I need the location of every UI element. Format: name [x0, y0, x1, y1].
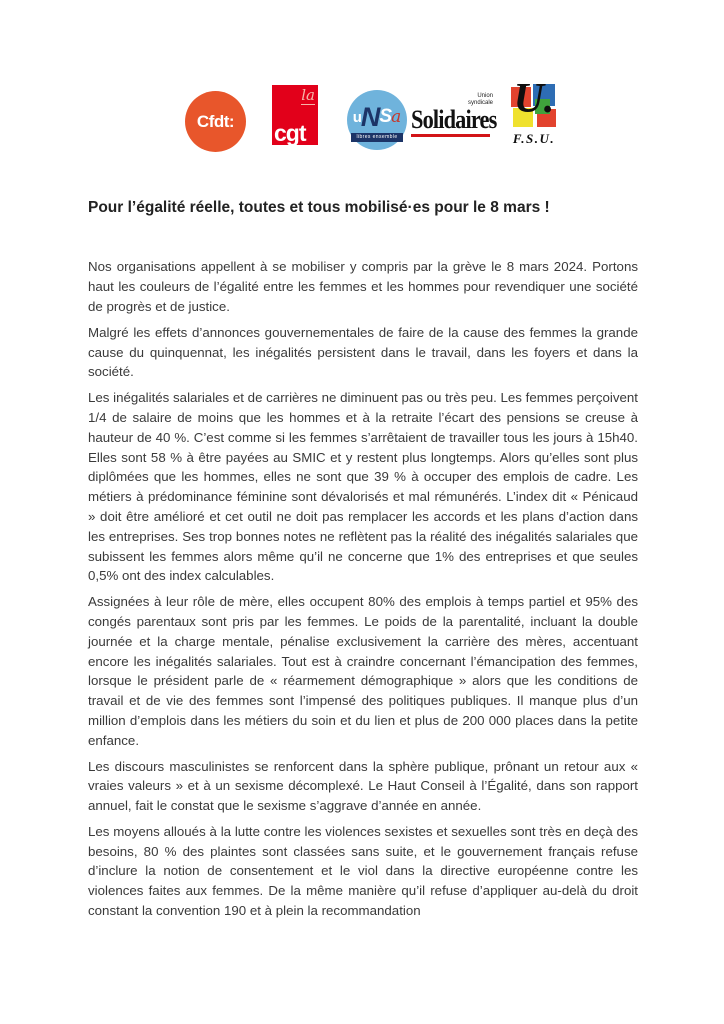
- unsa-logo-letters: [353, 102, 402, 133]
- page-title: Pour l’égalité réelle, toutes et tous mobilisé·es pour le 8 mars !: [88, 199, 550, 216]
- solidaires-logo-icon: [411, 93, 495, 137]
- document-body: [88, 257, 638, 921]
- fsu-logo-text: F.S.U.: [512, 131, 556, 146]
- cgt-logo-text: cgt: [274, 120, 306, 146]
- solidaires-logo-underline: [411, 134, 490, 137]
- fsu-logo-icon: [504, 76, 564, 147]
- union-logos-row: [0, 0, 724, 170]
- unsa-letter-a: a: [391, 107, 402, 127]
- paragraph-5: Les discours masculinistes se renforcent dans la sphère publique, prônant un retour aux « vraies valeurs » et à un sexisme décomplexé. Le Haut Conseil à l’Égalité, dans son rapport annuel, fait le constat que le sexisme s’aggrave d’année en année.: [88, 758, 638, 814]
- unsa-logo-icon: [347, 90, 411, 154]
- unsa-letter-s: S: [379, 106, 393, 127]
- cgt-logo-script-text: la: [301, 86, 315, 104]
- fsu-logo-monogram: U.: [513, 76, 555, 122]
- solidaires-logo-text: Solidaires: [411, 104, 497, 134]
- paragraph-2: Malgré les effets d’annonces gouvernementales de faire de la cause des femmes la grande cause du quinquennat, les inégalités persistent dans le travail, dans les foyers et dans la société.: [88, 324, 638, 380]
- unsa-logo-circle: [347, 90, 407, 150]
- cfdt-logo-icon: [185, 91, 246, 152]
- solidaires-logo-small-text: Union syndicale: [467, 93, 493, 106]
- paragraph-6: Les moyens alloués à la lutte contre les violences sexistes et sexuelles sont très en deçà des besoins, 80 % des plaintes sont classées sans suite, et le gouvernement français refuse d’inclure la notion de consentement et le viol dans la directive européenne contre les violences faites aux femmes. De la même manière qu’il refuse d’appliquer au-delà du droit constant la convention 190 et à plein la recommandation: [88, 823, 638, 919]
- document-content: [88, 198, 638, 927]
- paragraph-4: Assignées à leur rôle de mère, elles occupent 80% des emplois à temps partiel et 95% des congés parentaux sont pris par les femmes. Le poids de la parentalité, incluant la double journée et la charge mentale, pénalise exclusivement la carrière des mères, accentuant encore les inégalités salariales. Tout est à craindre concernant l’émancipation des femmes, lorsque le président parle de « réarmement démographique » alors que les conditions de travail et de vie des femmes sont l’impensé des politiques publiques. Il manque plus d’un million d’emplois dans les métiers du soin et du lien et plus de 200 000 places dans la petite enfance.: [88, 594, 638, 748]
- paragraph-1: Nos organisations appellent à se mobiliser y compris par la grève le 8 mars 2024. Portons haut les couleurs de l’égalité entre les femmes et les hommes pour revendiquer une société de progrès et de justice.: [88, 259, 638, 314]
- cfdt-logo-text: Cfdt:: [196, 111, 235, 131]
- unsa-letter-n: N: [360, 101, 381, 132]
- paragraph-3: Les inégalités salariales et de carrières ne diminuent pas ou très peu. Les femmes perçoivent 1/4 de salaire de moins que les hommes et à la retraite l’écart des pensions se creuse à hauteur de 40 %. C’est comme si les femmes s’arrêtaient de travailler tous les jours à 15h40. Elles sont 58 % à être payées au SMIC et y restent plus longtemps. Alors qu’elles sont plus diplômées que les hommes, elles ne sont que 39 % à occuper des emplois de cadre. Les métiers à prédominance féminine sont dévalorisés et mal rémunérés. L’index dit « Pénicaud » doit être amélioré et cet outil ne doit pas remplacer les accords et les plans d’action dans les entreprises. Ses trop bonnes notes ne reflètent pas la réalité des inégalités salariales que subissent les femmes alors même qu’il ne concerne que 1% des entreprises et que seules 0,5% ont des index calculables.: [88, 390, 638, 584]
- unsa-logo-banner: libres ensemble: [351, 133, 403, 142]
- fsu-logo-squares: [511, 76, 557, 128]
- cgt-logo-icon: [272, 85, 318, 145]
- unsa-letter-u: u: [352, 108, 362, 126]
